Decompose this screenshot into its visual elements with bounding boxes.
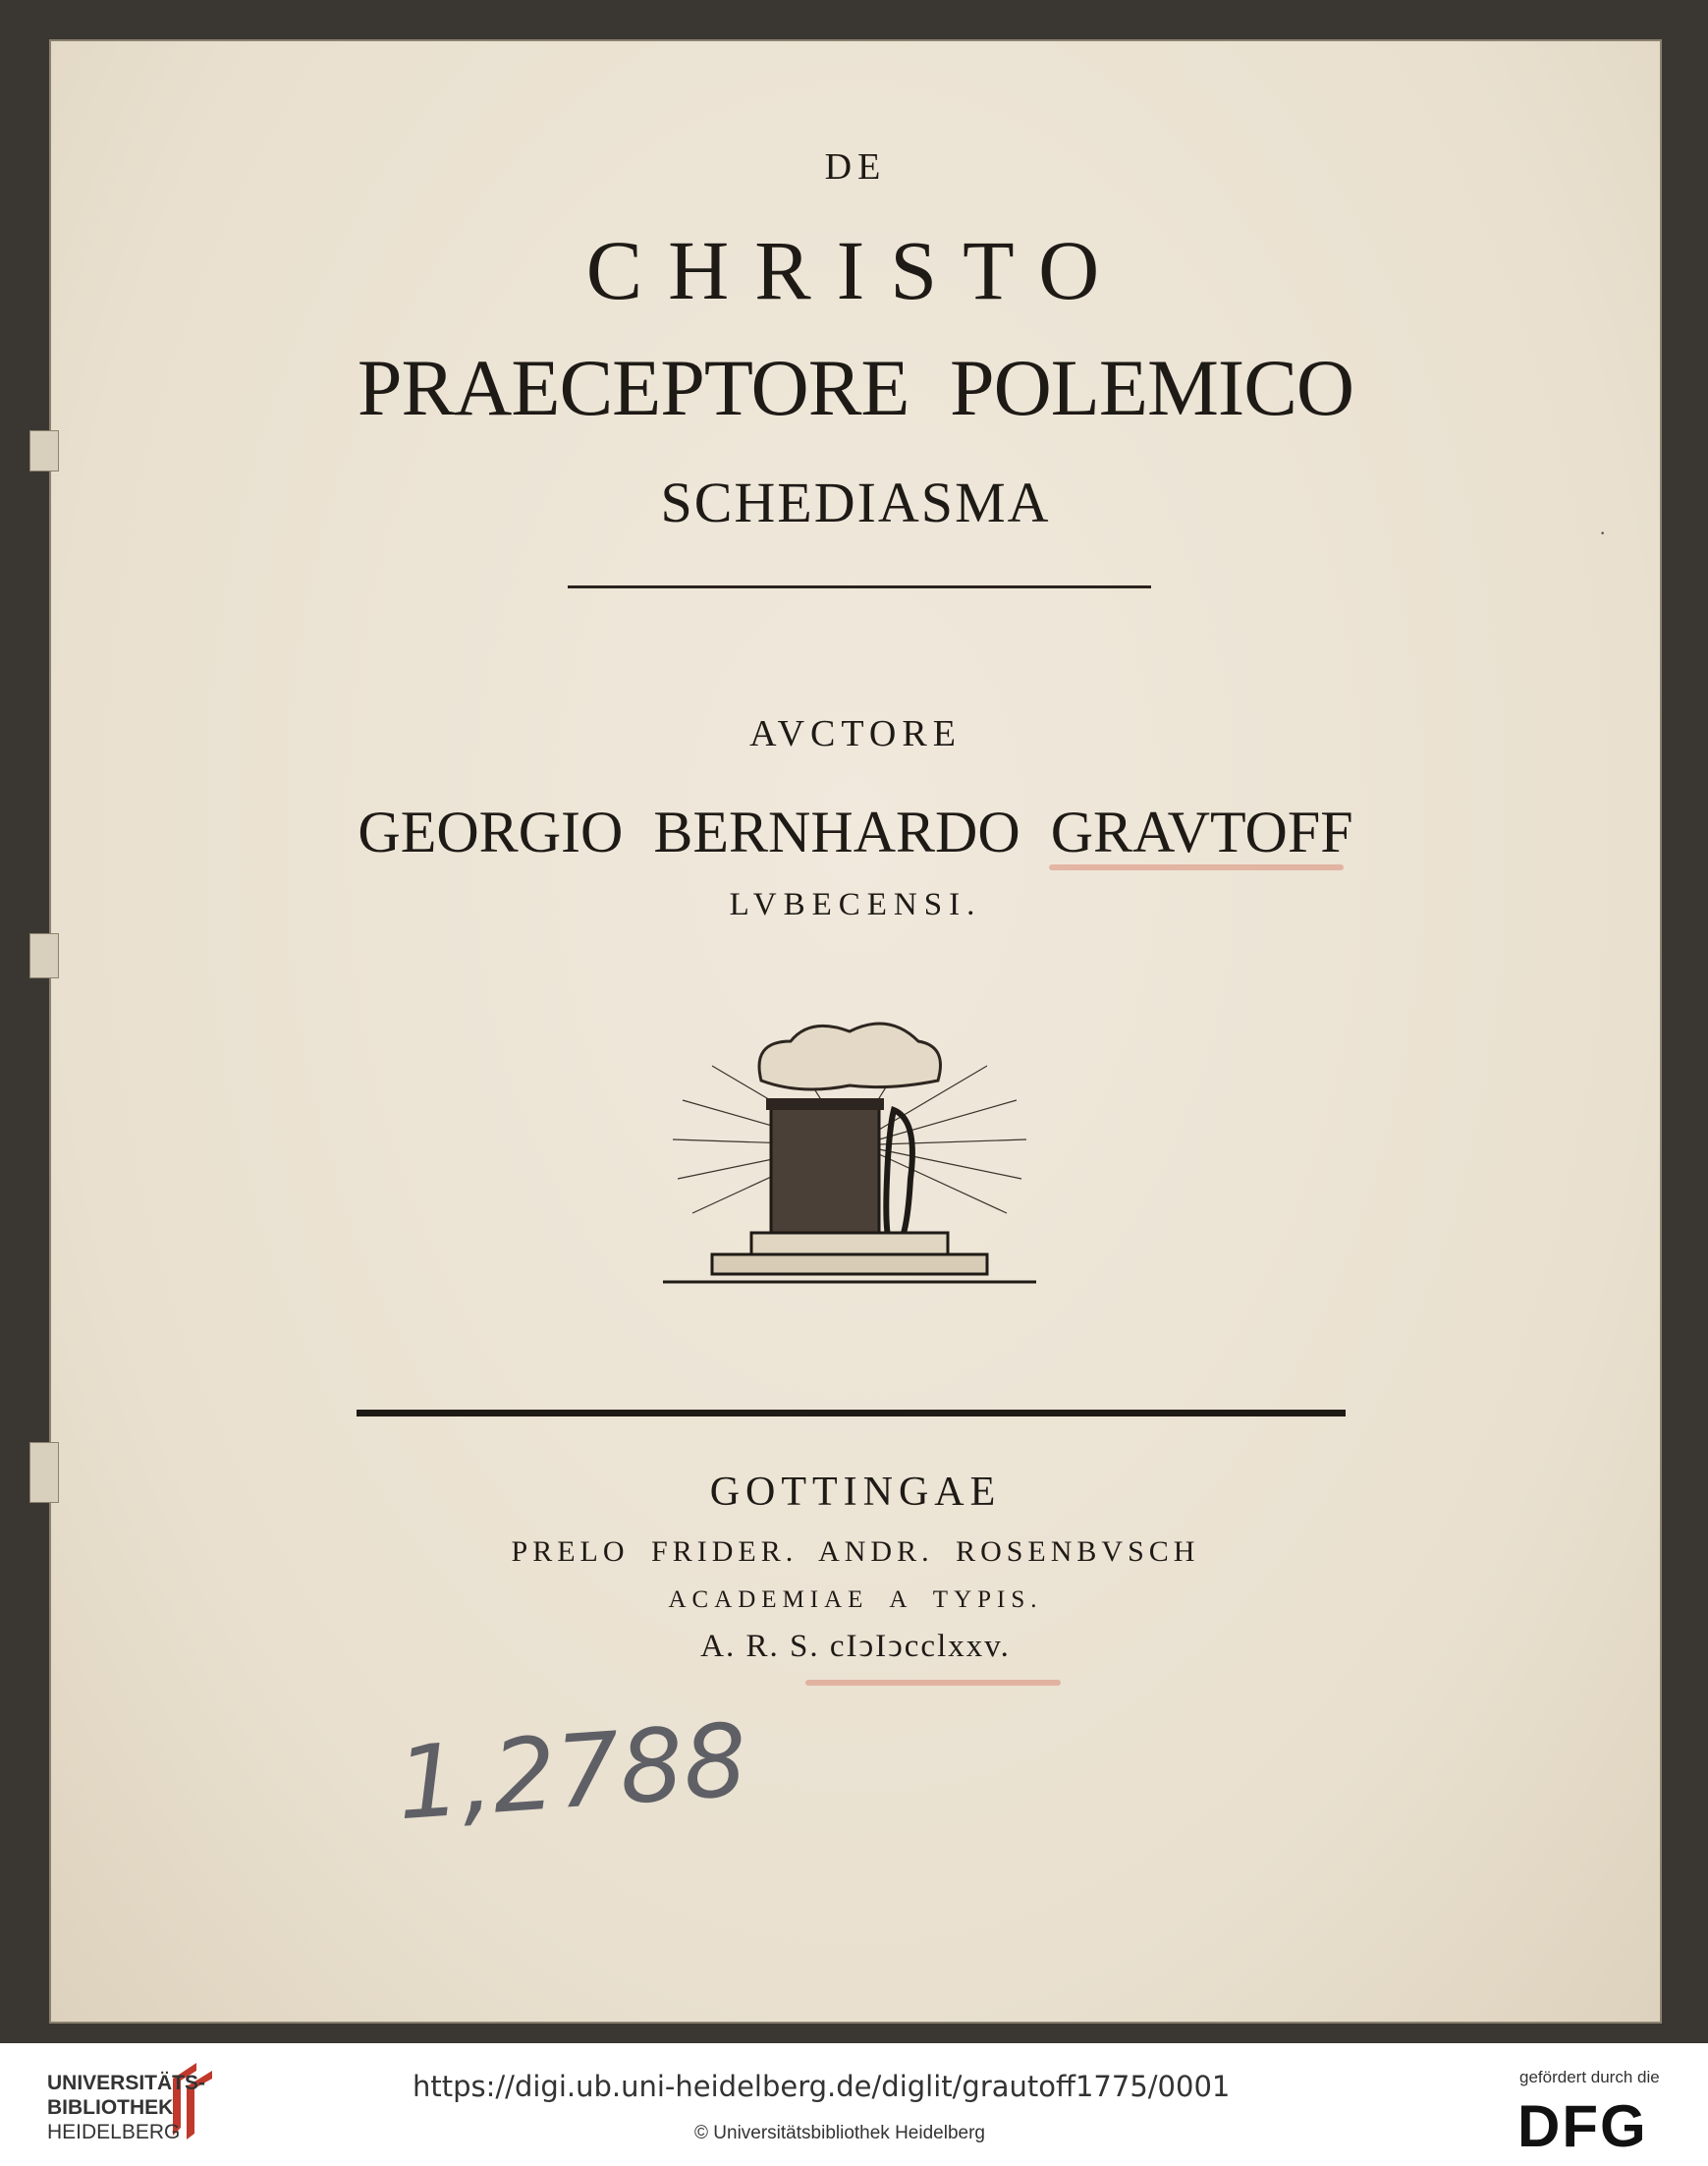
title-christo: CHRISTO — [585, 223, 1126, 317]
dfg-logo[interactable]: DFG — [1517, 2093, 1648, 2159]
author-name: GEORGIO BERNHARDO GRAVTOFF — [358, 800, 1353, 864]
viewer-footer — [0, 2043, 1708, 2166]
imprint-rule — [357, 1410, 1346, 1416]
handwritten-shelfmark: 1,2788 — [393, 1701, 751, 1844]
imprint-printer: PRELO FRIDER. ANDR. ROSENBVSCH — [511, 1535, 1200, 1568]
permalink[interactable]: https://digi.ub.uni-heidelberg.de/diglit/grautoff1775/0001 — [413, 2070, 1231, 2103]
title-de: DE — [824, 146, 887, 188]
binding-tab — [29, 933, 59, 978]
imprint-place: GOTTINGAE — [709, 1470, 1002, 1515]
title-schediasma: SCHEDIASMA — [660, 471, 1051, 534]
red-underline — [805, 1680, 1061, 1686]
library-logo-text: UNIVERSITÄTS- BIBLIOTHEK HEIDELBERG — [47, 2072, 206, 2143]
auctore-label: AVCTORE — [749, 713, 962, 754]
corner-mark: · — [1599, 521, 1607, 545]
imprint-printer-role: ACADEMIAE A TYPIS. — [668, 1586, 1043, 1613]
author-origin: LVBECENSI. — [729, 887, 982, 922]
title-rule — [568, 585, 1151, 588]
imprint-year: A. R. S. cIↄIↄcclxxv. — [700, 1629, 1011, 1664]
binding-tab — [29, 430, 59, 472]
title-main: PRAECEPTORE POLEMICO — [357, 343, 1354, 432]
red-underline — [1049, 864, 1344, 870]
copyright-text: © Universitätsbibliothek Heidelberg — [694, 2123, 985, 2143]
funding-note: gefördert durch die — [1519, 2068, 1660, 2086]
altar-vignette — [643, 1012, 1056, 1306]
